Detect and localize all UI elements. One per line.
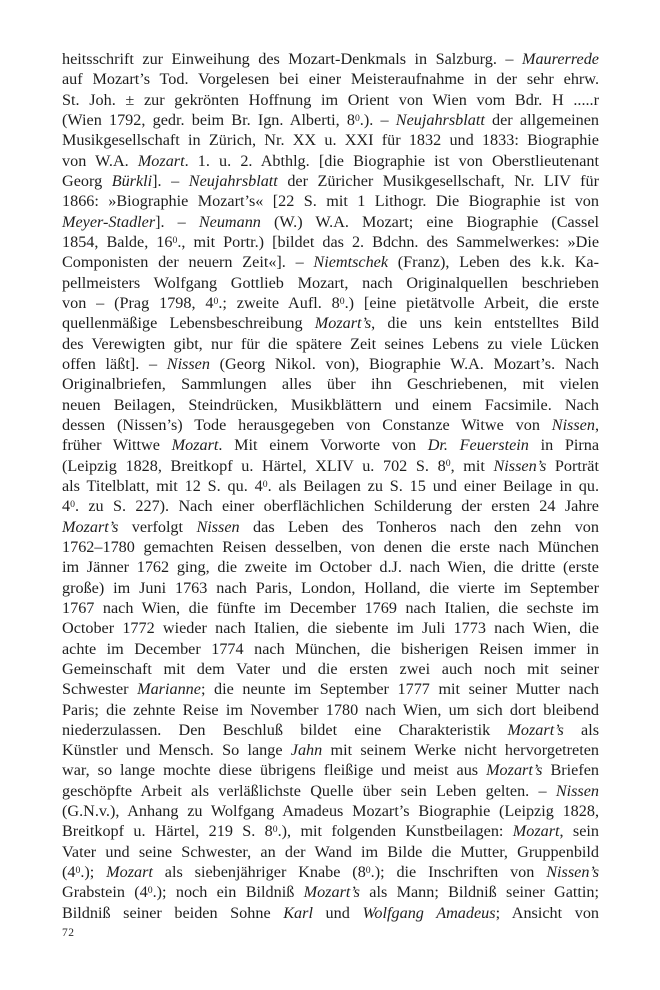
superscript: 0	[172, 234, 178, 246]
text-run: .) [eine pietätvolle Arbeit, die erste	[344, 293, 600, 312]
italic-run: Mozart’s	[314, 314, 372, 333]
text-line	[62, 760, 599, 780]
text-run: .);	[80, 863, 107, 882]
text-line	[62, 801, 599, 821]
text-line	[62, 354, 599, 374]
text-run: geschöpfte Arbeit als verläßlichste Quelle über sein Leben gelten. –	[62, 781, 556, 800]
text-run: 1854, Balde, 16	[62, 232, 173, 251]
text-line	[62, 151, 599, 171]
text-run: , mit	[450, 456, 494, 475]
text-run: Vater und seine Schwester, an der Wand im Bilde die Mutter, Gruppenbild	[62, 842, 599, 861]
text-run: , sein	[559, 822, 599, 841]
italic-run: Mozart	[512, 822, 560, 841]
italic-run: Neumann	[198, 212, 261, 231]
text-line	[62, 90, 599, 110]
text-line	[62, 659, 599, 679]
text-run: Componisten der neuern Zeit«]. –	[62, 253, 314, 272]
text-run: Schwester	[62, 680, 138, 699]
text-run: mit seinem Werke nicht hervorgetreten	[322, 741, 599, 760]
text-run: (G.N.v.), Anhang zu Wolfgang Amadeus Mozart’s Biographie (Leipzig 1828,	[62, 802, 599, 821]
italic-run: Karl	[283, 903, 313, 922]
text-run: . als Beilagen zu S. 15 und einer Beilage in qu.	[267, 476, 599, 495]
text-line	[62, 334, 599, 354]
italic-run: Marianne	[137, 680, 201, 699]
text-run: verfolgt	[118, 517, 197, 536]
text-line	[62, 191, 599, 211]
text-run: 1767 nach Wien, die fünfte im December 1769 nach Italien, die sechste im	[62, 598, 599, 617]
text-run: als siebenjähriger Knabe (8	[152, 863, 366, 882]
superscript: 0	[339, 295, 345, 307]
text-run: der allgemeinen	[484, 110, 599, 129]
italic-run: Mozart	[137, 151, 185, 170]
italic-run: Nissen	[166, 354, 210, 373]
text-line	[62, 130, 599, 150]
italic-run: Maurerrede	[521, 50, 599, 68]
text-run: (Georg Nikol. von), Biographie W.A. Mozart’s. Nach	[209, 354, 599, 373]
text-line	[62, 49, 599, 69]
italic-run: Nissen	[196, 517, 240, 536]
text-line	[62, 821, 599, 841]
text-run: 1762–1780 gemachten Reisen desselben, von denen die erste nach München	[62, 537, 599, 556]
text-run: (Franz), Leben des k.k. Ka-	[388, 253, 599, 272]
italic-run: Mozart	[171, 436, 219, 455]
text-run: (W.) W.A. Mozart; eine Biographie (Cassel	[260, 212, 599, 231]
text-run: October 1772 wieder nach Italien, die siebente im Juli 1773 nach Wien, die	[62, 619, 599, 638]
page-number: 72	[62, 927, 75, 939]
text-line	[62, 903, 599, 923]
text-run: früher Wittwe	[62, 436, 172, 455]
superscript: 0	[75, 864, 81, 876]
text-line	[62, 882, 599, 902]
text-run: Musikgesellschaft in Zürich, Nr. XX u. XXI für 1832 und 1833: Biographie	[62, 131, 599, 150]
text-run: .); die Inschriften von	[370, 863, 547, 882]
text-run: , die uns kein entstelltes Bild	[371, 314, 599, 333]
italic-run: Mozart’s	[303, 883, 360, 902]
text-line	[62, 781, 599, 801]
text-line	[62, 110, 599, 130]
text-run: Briefen	[542, 761, 599, 780]
italic-run: Bürkli	[111, 171, 153, 190]
text-line	[62, 476, 599, 496]
text-run: .; zweite Aufl. 8	[218, 293, 340, 312]
italic-run: Nissen	[551, 415, 595, 434]
superscript: 0	[445, 458, 451, 470]
superscript: 0	[70, 498, 75, 510]
text-line	[62, 374, 599, 394]
italic-run: Mozart	[106, 863, 153, 882]
text-line	[62, 273, 599, 293]
text-run: . Mit einem Vorworte von	[218, 436, 428, 455]
text-run: quellenmäßige Lebensbeschreibung	[62, 314, 315, 333]
italic-run: Mozart’s	[62, 517, 119, 536]
text-run: (Wien 1792, gedr. beim Br. Ign. Alberti, 8	[62, 110, 355, 129]
text-run: ; die neunte im September 1777 mit seiner Mutter nach	[200, 680, 600, 699]
text-run: als	[563, 720, 600, 739]
superscript: 0	[147, 885, 153, 897]
text-line	[62, 720, 599, 740]
italic-run: Mozart’s	[486, 761, 543, 780]
text-line	[62, 415, 599, 435]
text-run: St. Joh. ± zur gekrönten Hoffnung im Orient von Wien vom Bdr. H .....r	[62, 90, 599, 109]
text-run: im Jänner 1762 ging, die zweite im October d.J. nach Wien, die dritte (erste	[62, 558, 599, 577]
text-run: von W.A.	[62, 151, 138, 170]
text-run: als Titelblatt, mit 12 S. qu. 4	[62, 476, 263, 495]
italic-run: Neujahrsblatt	[188, 171, 278, 190]
text-run: neuen Beilagen, Steindrücken, Musikblättern und einem Facsimile. Nach	[62, 395, 599, 414]
text-run: (Leipzig 1828, Breitkopf u. Härtel, XLIV u. 702 S. 8	[62, 456, 446, 475]
text-run: offen läßt]. –	[62, 354, 167, 373]
text-line	[62, 578, 599, 598]
italic-run: Dr. Feuerstein	[427, 436, 529, 455]
text-run: . zu S. 227). Nach einer oberflächlichen Schilderung der ersten 24 Jahre	[74, 497, 599, 516]
text-run: ; Ansicht von	[495, 903, 600, 922]
italic-run: Meyer-Stadler	[62, 212, 156, 231]
text-run: achte im December 1774 nach München, die bisherigen Reisen immer in	[62, 639, 599, 658]
text-run: in Pirna	[528, 436, 600, 455]
text-run: große) im Juni 1763 nach Paris, London, Holland, die vierte im September	[62, 578, 599, 597]
text-run: Künstler und Mensch. So lange	[62, 741, 291, 760]
text-line	[62, 598, 599, 618]
text-line	[62, 69, 599, 89]
text-line	[62, 842, 599, 862]
text-line	[62, 212, 599, 232]
text-run: Paris; die zehnte Reise im November 1780 nach Wien, um sich dort bleibend	[62, 700, 599, 719]
text-line	[62, 537, 599, 557]
text-line	[62, 293, 599, 313]
text-line	[62, 171, 599, 191]
text-run: Gemeinschaft mit dem Vater und die ersten zwei auch noch mit seiner	[62, 659, 599, 678]
superscript: 0	[354, 112, 360, 124]
italic-run: Jahn	[290, 741, 323, 760]
superscript: 0	[262, 478, 268, 490]
text-run: auf Mozart’s Tod. Vorgelesen bei einer Meisteraufnahme in der sehr ehrw.	[62, 70, 599, 89]
text-line	[62, 517, 599, 537]
text-run: Georg	[62, 171, 112, 190]
italic-run: Neujahrsblatt	[395, 110, 485, 129]
text-line	[62, 679, 599, 699]
text-run: . 1. u. 2. Abthlg. [die Biographie ist von Oberstlieutenant	[184, 151, 599, 170]
text-run: Grabstein (4	[62, 883, 148, 902]
text-run: war, so lange mochte diese übrigens fleißige und meist aus	[62, 761, 487, 780]
text-run: Originalbriefen, Sammlungen alles über ihn Geschriebenen, mit vielen	[62, 375, 599, 394]
text-run: Breitkopf u. Härtel, 219 S. 8	[62, 822, 273, 841]
text-line	[62, 456, 599, 476]
superscript: 0	[365, 864, 371, 876]
text-run: dessen (Nissen’s) Tode herausgegeben von Constanze Witwe von	[62, 415, 552, 434]
text-line	[62, 435, 599, 455]
text-run: und	[312, 903, 363, 922]
text-run: von – (Prag 1798, 4	[62, 293, 214, 312]
text-run: .). –	[359, 110, 396, 129]
italic-run: Nissen’s	[493, 456, 547, 475]
italic-run: Nissen’s	[546, 863, 600, 882]
italic-run: Mozart’s	[507, 720, 564, 739]
italic-run: Wolfgang Amadeus	[362, 903, 496, 922]
text-line	[62, 862, 599, 882]
text-run: .); noch ein Bildniß	[152, 883, 304, 902]
text-run: pellmeisters Wolfgang Gottlieb Mozart, nach Originalquellen beschrieben	[62, 273, 599, 292]
text-run: der Züricher Musikgesellschaft, Nr. LIV für	[277, 171, 599, 190]
text-line	[62, 252, 599, 272]
text-run: als Mann; Bildniß seiner Gattin;	[359, 883, 599, 902]
text-run: (4	[62, 863, 76, 882]
italic-run: Nissen	[555, 781, 599, 800]
text-line	[62, 232, 599, 252]
text-run: das Leben des Tonheros nach den zehn von	[239, 517, 599, 536]
italic-run: Niemtschek	[313, 253, 389, 272]
text-line	[62, 639, 599, 659]
text-run: ]. –	[155, 212, 199, 231]
page-text	[62, 49, 599, 923]
text-line	[62, 395, 599, 415]
text-line	[62, 496, 599, 516]
text-run: niederzulassen. Den Beschluß bildet eine Charakteristik	[62, 720, 508, 739]
text-run: .), mit folgenden Kunstbeilagen:	[277, 822, 513, 841]
text-run: heitsschrift zur Einweihung des Mozart-Denkmals in Salzburg. –	[62, 50, 522, 68]
text-run: 1866: »Biographie Mozart’s« [22 S. mit 1 Lithogr. Die Biographie ist von	[62, 192, 599, 211]
text-run: ,	[594, 415, 599, 434]
text-line	[62, 618, 599, 638]
text-run: ]. –	[152, 171, 189, 190]
superscript: 0	[272, 824, 278, 836]
text-run: Porträt	[546, 456, 599, 475]
text-line	[62, 700, 599, 720]
superscript: 0	[213, 295, 219, 307]
text-line	[62, 740, 599, 760]
text-run: des Verewigten gibt, nur für die spätere Zeit seines Lebens zu viele Lücken	[62, 334, 599, 353]
text-line	[62, 557, 599, 577]
text-run: ., mit Portr.) [bildet das 2. Bdchn. des Sammelwerkes: »Die	[177, 232, 599, 251]
text-line	[62, 313, 599, 333]
text-run: 4	[62, 497, 71, 516]
text-run: Bildniß seiner beiden Sohne	[62, 903, 284, 922]
